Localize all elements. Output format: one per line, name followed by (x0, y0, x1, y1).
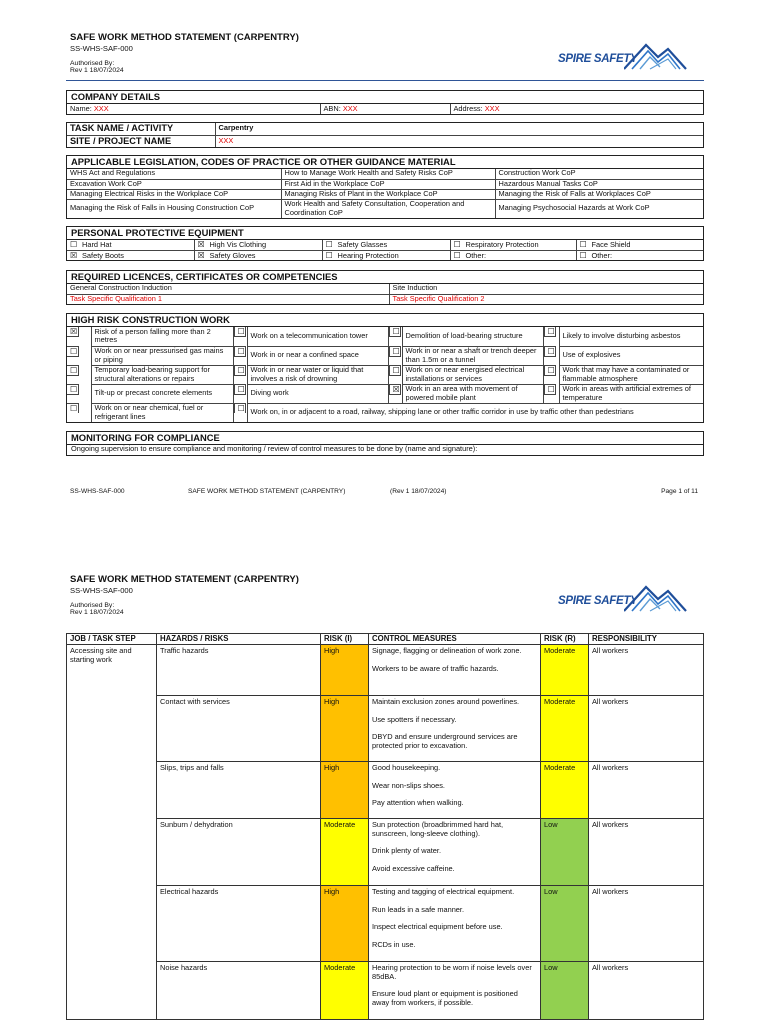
checkbox-icon[interactable]: ☒ (67, 327, 79, 337)
legislation-item: How to Manage Work Health and Safety Risks CoP (281, 169, 495, 179)
control-measure: DBYD and ensure underground services are protected prior to excavation. (372, 732, 518, 750)
hrcw-item: Work on or near chemical, fuel or refrigerant lines (91, 403, 233, 422)
name-value: XXX (93, 103, 109, 113)
table-row (67, 762, 704, 819)
ppe-label: High Vis Clothing (209, 240, 267, 249)
hrcw-item: Work in areas with artificial extremes of temperature (559, 384, 703, 403)
authorised-label: Authorised By: (70, 601, 115, 609)
checkbox-icon[interactable]: ☐ (67, 403, 79, 413)
control-measures-cell (369, 886, 541, 962)
responsibility-cell: All workers (589, 645, 704, 696)
legislation-section (66, 155, 704, 219)
document-title: SAFE WORK METHOD STATEMENT (CARPENTRY) (70, 574, 299, 585)
hrcw-item: Work that may have a contaminated or flammable atmosphere (559, 365, 703, 384)
ppe-label: Face Shield (591, 240, 631, 249)
ppe-item (194, 250, 322, 260)
document-header (70, 33, 704, 79)
task-name-value: Carpentry (215, 123, 703, 135)
hrcw-item: Work on a telecommunication tower (247, 327, 388, 346)
licence-item: General Construction Induction (67, 284, 389, 294)
initial-risk-badge: Moderate (321, 819, 369, 886)
ppe-heading: PERSONAL PROTECTIVE EQUIPMENT (67, 227, 703, 240)
responsibility-cell: All workers (589, 886, 704, 962)
control-measure: Signage, flagging or delineation of work zone. (372, 646, 522, 655)
footer-code: SS-WHS-SAF-000 (70, 488, 125, 495)
ppe-label: Safety Gloves (209, 250, 256, 260)
control-measures-cell (369, 762, 541, 819)
ppe-item (450, 250, 576, 260)
logo-text: SPIRE SAFETY (558, 53, 638, 65)
page-footer (66, 488, 704, 498)
control-measure: Maintain exclusion zones around powerlines. (372, 697, 520, 706)
document-code: SS-WHS-SAF-000 (70, 585, 133, 595)
control-measure: Drink plenty of water. (372, 846, 442, 856)
hrcw-item: Work in or near a shaft or trench deeper than 1.5m or a tunnel (402, 346, 543, 365)
checkbox-icon[interactable]: ☐ (389, 365, 401, 376)
licences-heading: REQUIRED LICENCES, CERTIFICATES OR COMPETENCIES (67, 271, 703, 284)
residual-risk-badge: Moderate (541, 696, 589, 762)
control-measure: Ensure loud plant or equipment is positioned away from workers, if possible. (372, 989, 518, 1007)
ppe-table (67, 240, 703, 260)
ppe-label: Safety Boots (82, 250, 124, 260)
site-name-value: XXX (215, 135, 703, 147)
checkbox-icon[interactable]: ☒ (197, 250, 205, 260)
monitoring-heading: MONITORING FOR COMPLIANCE (67, 432, 703, 445)
licence-item: Task Specific Qualification 2 (389, 294, 703, 304)
document-header (70, 575, 704, 621)
responsibility-cell: All workers (589, 696, 704, 762)
responsibility-cell: All workers (589, 962, 704, 1020)
hrcw-item: Demolition of load-bearing structure (402, 327, 543, 346)
control-measure: Hearing protection to be worn if noise levels over 85dBA. (372, 963, 532, 981)
checkbox-icon[interactable]: ☐ (389, 327, 401, 337)
table-row (67, 886, 704, 962)
control-measure: Use spotters if necessary. (372, 714, 457, 724)
site-name-label: SITE / PROJECT NAME (67, 135, 215, 147)
ppe-label: Other: (591, 250, 613, 260)
responsibility-cell: All workers (589, 819, 704, 886)
hrcw-item: Tilt-up or precast concrete elements (91, 384, 233, 403)
initial-risk-badge: High (321, 886, 369, 962)
control-measures-cell (369, 962, 541, 1020)
legislation-item: Managing Electrical Risks in the Workplace CoP (67, 189, 281, 199)
ppe-item (194, 240, 322, 250)
header-cell: RISK (I) (321, 634, 369, 645)
initial-risk-badge: High (321, 762, 369, 819)
hrcw-item: Use of explosives (559, 346, 703, 365)
hrcw-item: Work in or near water or liquid that involves a risk of drowning (247, 365, 388, 384)
hrcw-item: Work on or near pressurised gas mains or piping (91, 346, 233, 365)
ppe-item (67, 240, 194, 250)
checkbox-icon[interactable]: ☐ (389, 346, 401, 357)
hazard-cell: Contact with services (157, 696, 321, 762)
ppe-item (322, 240, 450, 250)
responsibility-cell: All workers (589, 762, 704, 819)
licence-item: Task Specific Qualification 1 (67, 294, 389, 304)
ppe-item (450, 240, 576, 250)
ppe-item (576, 250, 703, 260)
initial-risk-badge: High (321, 645, 369, 696)
control-measure: Good housekeeping. (372, 763, 441, 772)
initial-risk-badge: High (321, 696, 369, 762)
legislation-heading: APPLICABLE LEGISLATION, CODES OF PRACTICE OR OTHER GUIDANCE MATERIAL (67, 156, 703, 169)
control-measure: Inspect electrical equipment before use. (372, 922, 503, 932)
task-step-cell: Accessing site and starting work (67, 645, 157, 1020)
legislation-item: WHS Act and Regulations (67, 169, 281, 179)
checkbox-icon[interactable]: ☒ (197, 240, 205, 249)
checkbox-icon[interactable]: ☐ (70, 240, 78, 249)
legislation-table (67, 169, 703, 218)
control-measures-cell (369, 819, 541, 886)
monitoring-text: Ongoing supervision to ensure compliance and monitoring / review of control measures to be done by (name and signature): (71, 444, 478, 453)
ppe-label: Hard Hat (82, 240, 112, 249)
table-row (67, 696, 704, 762)
address-value: XXX (484, 103, 500, 113)
name-label: Name: (70, 103, 92, 113)
task-section (66, 122, 704, 148)
hrcw-item: Risk of a person falling more than 2 metres (91, 327, 233, 346)
control-measure: Workers to be aware of traffic hazards. (372, 663, 499, 673)
residual-risk-badge: Low (541, 819, 589, 886)
checkbox-icon[interactable]: ☐ (544, 365, 556, 376)
residual-risk-badge: Low (541, 962, 589, 1020)
checkbox-icon[interactable]: ☐ (234, 365, 246, 376)
hrcw-item: Work on or near energised electrical installations or services (402, 365, 543, 384)
control-measures-cell (369, 696, 541, 762)
hrcw-item: Work on, in or adjacent to a road, railway, shipping lane or other traffic corridor in use by traffic other than pedestrians (247, 403, 703, 422)
checkbox-icon[interactable]: ☒ (70, 250, 78, 260)
checkbox-icon[interactable]: ☐ (234, 384, 246, 395)
table-row (67, 645, 704, 696)
legislation-item: Managing Psychosocial Hazards at Work CoP (495, 199, 703, 218)
residual-risk-badge: Low (541, 886, 589, 962)
legislation-item: Managing Risks of Plant in the Workplace CoP (281, 189, 495, 199)
hazard-cell: Electrical hazards (157, 886, 321, 962)
checkbox-icon[interactable]: ☐ (453, 250, 461, 260)
ppe-item (322, 250, 450, 260)
header-cell: CONTROL MEASURES (369, 634, 541, 645)
ppe-label: Hearing Protection (337, 250, 399, 260)
logo-text: SPIRE SAFETY (558, 595, 638, 607)
checkbox-icon[interactable]: ☐ (579, 240, 587, 249)
hrcw-item: Likely to involve disturbing asbestos (559, 327, 703, 346)
ppe-label: Respiratory Protection (465, 240, 539, 249)
revision-label: Rev 1 18/07/2024 (70, 67, 124, 75)
hrcw-item: Work in an area with movement of powered mobile plant (402, 384, 543, 403)
control-measure: Pay attention when walking. (372, 798, 464, 808)
hrcw-item: Work in or near a confined space (247, 346, 388, 365)
checkbox-icon[interactable]: ☐ (544, 346, 556, 357)
checkbox-icon[interactable]: ☐ (579, 250, 587, 260)
hazard-cell: Sunburn / dehydration (157, 819, 321, 886)
checkbox-icon[interactable]: ☐ (325, 250, 333, 260)
checkbox-icon[interactable]: ☐ (234, 403, 246, 413)
header-cell: JOB / TASK STEP (67, 634, 157, 645)
hrcw-item: Diving work (247, 384, 388, 403)
risk-assessment-table (66, 633, 704, 1020)
abn-label: ABN: (323, 103, 341, 113)
task-name-label: TASK NAME / ACTIVITY (67, 123, 215, 135)
checkbox-icon[interactable]: ☐ (544, 327, 556, 337)
control-measure: Sun protection (broadbrimmed hard hat, sunscreen, long-sleeve clothing). (372, 820, 504, 838)
checkbox-icon[interactable]: ☐ (67, 384, 79, 395)
ppe-item (67, 250, 194, 260)
mountain-logo-icon (624, 583, 688, 613)
company-abn-cell (320, 104, 450, 114)
mountain-logo-icon (624, 41, 688, 71)
hazard-cell: Noise hazards (157, 962, 321, 1020)
checkbox-icon[interactable]: ☐ (325, 240, 333, 249)
control-measures-cell (369, 645, 541, 696)
header-cell: RESPONSIBILITY (589, 634, 704, 645)
address-label: Address: (453, 103, 483, 113)
residual-risk-badge: Moderate (541, 645, 589, 696)
hrcw-item: Temporary load-bearing support for structural alterations or repairs (91, 365, 233, 384)
spire-safety-logo (558, 583, 698, 617)
control-measure: Testing and tagging of electrical equipment. (372, 887, 515, 896)
licence-item: Site Induction (389, 284, 703, 294)
footer-title: SAFE WORK METHOD STATEMENT (CARPENTRY) (188, 488, 346, 495)
residual-risk-badge: Moderate (541, 762, 589, 819)
licences-table (67, 284, 703, 304)
company-details-heading: COMPANY DETAILS (67, 91, 703, 104)
hazard-cell: Slips, trips and falls (157, 762, 321, 819)
legislation-item: First Aid in the Workplace CoP (281, 179, 495, 189)
monitoring-section (66, 431, 704, 456)
licences-section (66, 270, 704, 305)
risk-table-header (67, 634, 704, 645)
control-measure: RCDs in use. (372, 939, 416, 949)
checkbox-icon[interactable]: ☐ (544, 384, 556, 395)
legislation-item: Managing the Risk of Falls at Workplaces CoP (495, 189, 703, 199)
control-measure: Wear non-slips shoes. (372, 780, 445, 790)
footer-page: Page 1 of 11 (661, 488, 698, 495)
hrcw-section (66, 313, 704, 423)
control-measure: Avoid excessive caffeine. (372, 863, 455, 873)
revision-label: Rev 1 18/07/2024 (70, 609, 124, 617)
hrcw-heading: HIGH RISK CONSTRUCTION WORK (67, 314, 703, 327)
company-details-section (66, 90, 704, 115)
table-row (67, 819, 704, 886)
abn-value: XXX (342, 103, 358, 113)
hrcw-table (67, 327, 703, 422)
initial-risk-badge: Moderate (321, 962, 369, 1020)
footer-rev: (Rev 1 18/07/2024) (390, 488, 447, 495)
company-name-cell (67, 104, 320, 114)
header-cell: RISK (R) (541, 634, 589, 645)
legislation-item: Hazardous Manual Tasks CoP (495, 179, 703, 189)
legislation-item: Managing the Risk of Falls in Housing Construction CoP (67, 199, 281, 218)
legislation-item: Work Health and Safety Consultation, Cooperation and Coordination CoP (281, 199, 495, 218)
ppe-section (66, 226, 704, 261)
checkbox-icon[interactable]: ☐ (67, 365, 79, 376)
table-row (67, 962, 704, 1020)
ppe-label: Safety Glasses (337, 240, 388, 249)
authorised-label: Authorised By: (70, 59, 115, 67)
hazard-cell: Traffic hazards (157, 645, 321, 696)
checkbox-icon[interactable]: ☐ (234, 327, 246, 337)
spire-safety-logo (558, 41, 698, 75)
checkbox-icon[interactable]: ☐ (234, 346, 246, 357)
ppe-item (576, 240, 703, 250)
ppe-label: Other: (465, 250, 487, 260)
checkbox-icon[interactable]: ☐ (453, 240, 461, 249)
control-measure: Run leads in a safe manner. (372, 904, 465, 914)
checkbox-icon[interactable]: ☐ (67, 346, 79, 357)
legislation-item: Construction Work CoP (495, 169, 703, 179)
document-title: SAFE WORK METHOD STATEMENT (CARPENTRY) (70, 32, 299, 43)
document-code: SS-WHS-SAF-000 (70, 43, 133, 53)
header-rule (66, 80, 704, 81)
checkbox-icon[interactable]: ☒ (389, 384, 401, 395)
legislation-item: Excavation Work CoP (67, 179, 281, 189)
header-cell: HAZARDS / RISKS (157, 634, 321, 645)
company-address-cell (450, 104, 703, 114)
